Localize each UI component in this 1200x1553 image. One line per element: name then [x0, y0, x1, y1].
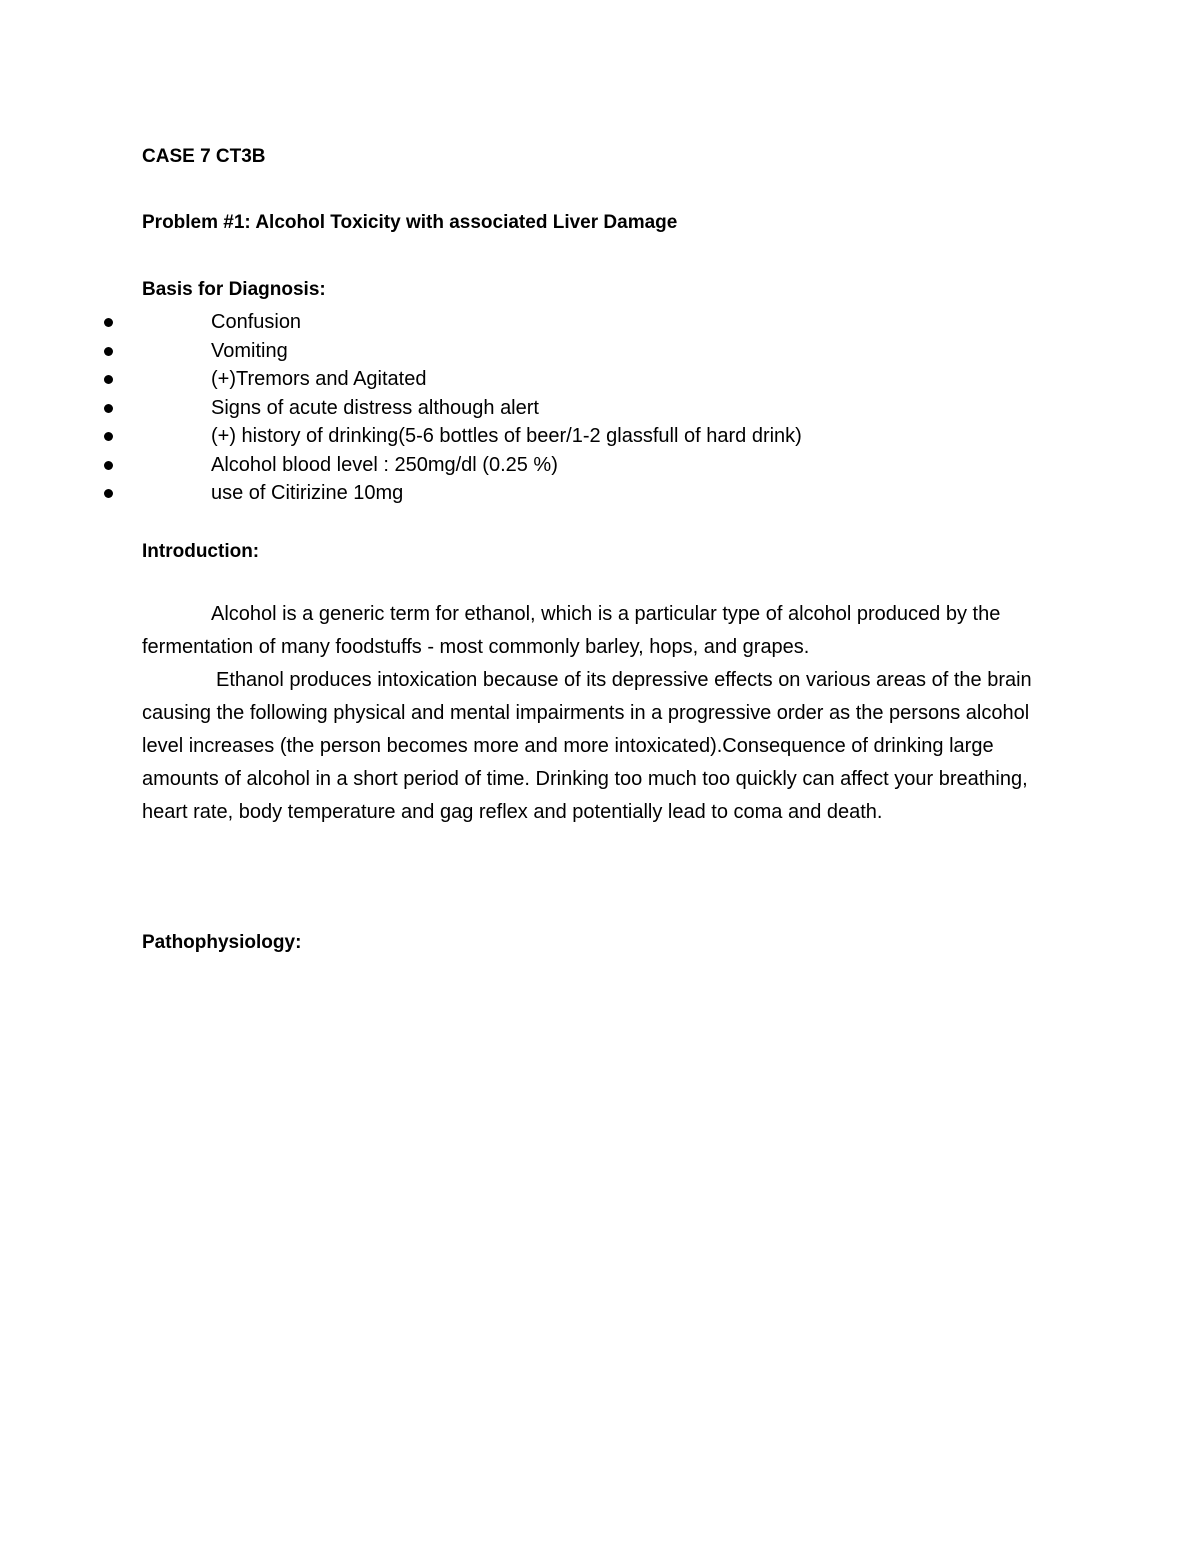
intro-paragraph: Ethanol produces intoxication because of its depressive effects on various areas of the brain causing the following physical and mental impairments in a progressive order as the persons alcohol level increases (the person becomes more and more intoxicated).Consequence of drinking large amounts of alcohol in a short period of time. Drinking too much too quickly can affect your breathing, heart rate, body temperature and gag reflex and potentially lead to coma and death. — [142, 669, 1032, 823]
basis-list — [0, 309, 1200, 509]
list-item-text: (+)Tremors and Agitated — [211, 368, 427, 390]
list-item — [0, 423, 1200, 452]
bullet-icon — [104, 461, 113, 470]
list-item-text: Vomiting — [211, 339, 288, 362]
pathophysiology-heading: Pathophysiology: — [142, 932, 302, 953]
list-item-text: Confusion — [211, 311, 302, 333]
list-item — [0, 452, 1200, 481]
bullet-icon — [104, 318, 113, 327]
intro-paragraph: Alcohol is a generic term for ethanol, which is a particular type of alcohol produced by the fermentation of many foodstuffs - most commonly barley, hops, and grapes. — [142, 603, 1001, 658]
basis-heading: Basis for Diagnosis: — [142, 279, 326, 300]
case-title: CASE 7 CT3B — [142, 146, 266, 167]
intro-body — [142, 598, 1072, 829]
list-item — [0, 366, 1200, 395]
list-item — [0, 338, 1200, 367]
list-item-text: Alcohol blood level : 250mg/dl (0.25 %) — [211, 453, 558, 476]
bullet-icon — [104, 375, 113, 384]
list-item-text: (+) history of drinking(5-6 bottles of beer/1-2 glassfull of hard drink) — [211, 425, 802, 447]
list-item-text: use of Citirizine 10mg — [211, 482, 404, 504]
bullet-icon — [104, 432, 113, 441]
list-item — [0, 480, 1200, 509]
bullet-icon — [104, 404, 113, 413]
list-item — [0, 309, 1200, 338]
bullet-icon — [104, 489, 113, 498]
list-item — [0, 395, 1200, 424]
bullet-icon — [104, 347, 113, 356]
intro-heading: Introduction: — [142, 541, 260, 562]
problem-title: Problem #1: Alcohol Toxicity with associated Liver Damage — [142, 212, 678, 233]
list-item-text: Signs of acute distress although alert — [211, 396, 539, 419]
